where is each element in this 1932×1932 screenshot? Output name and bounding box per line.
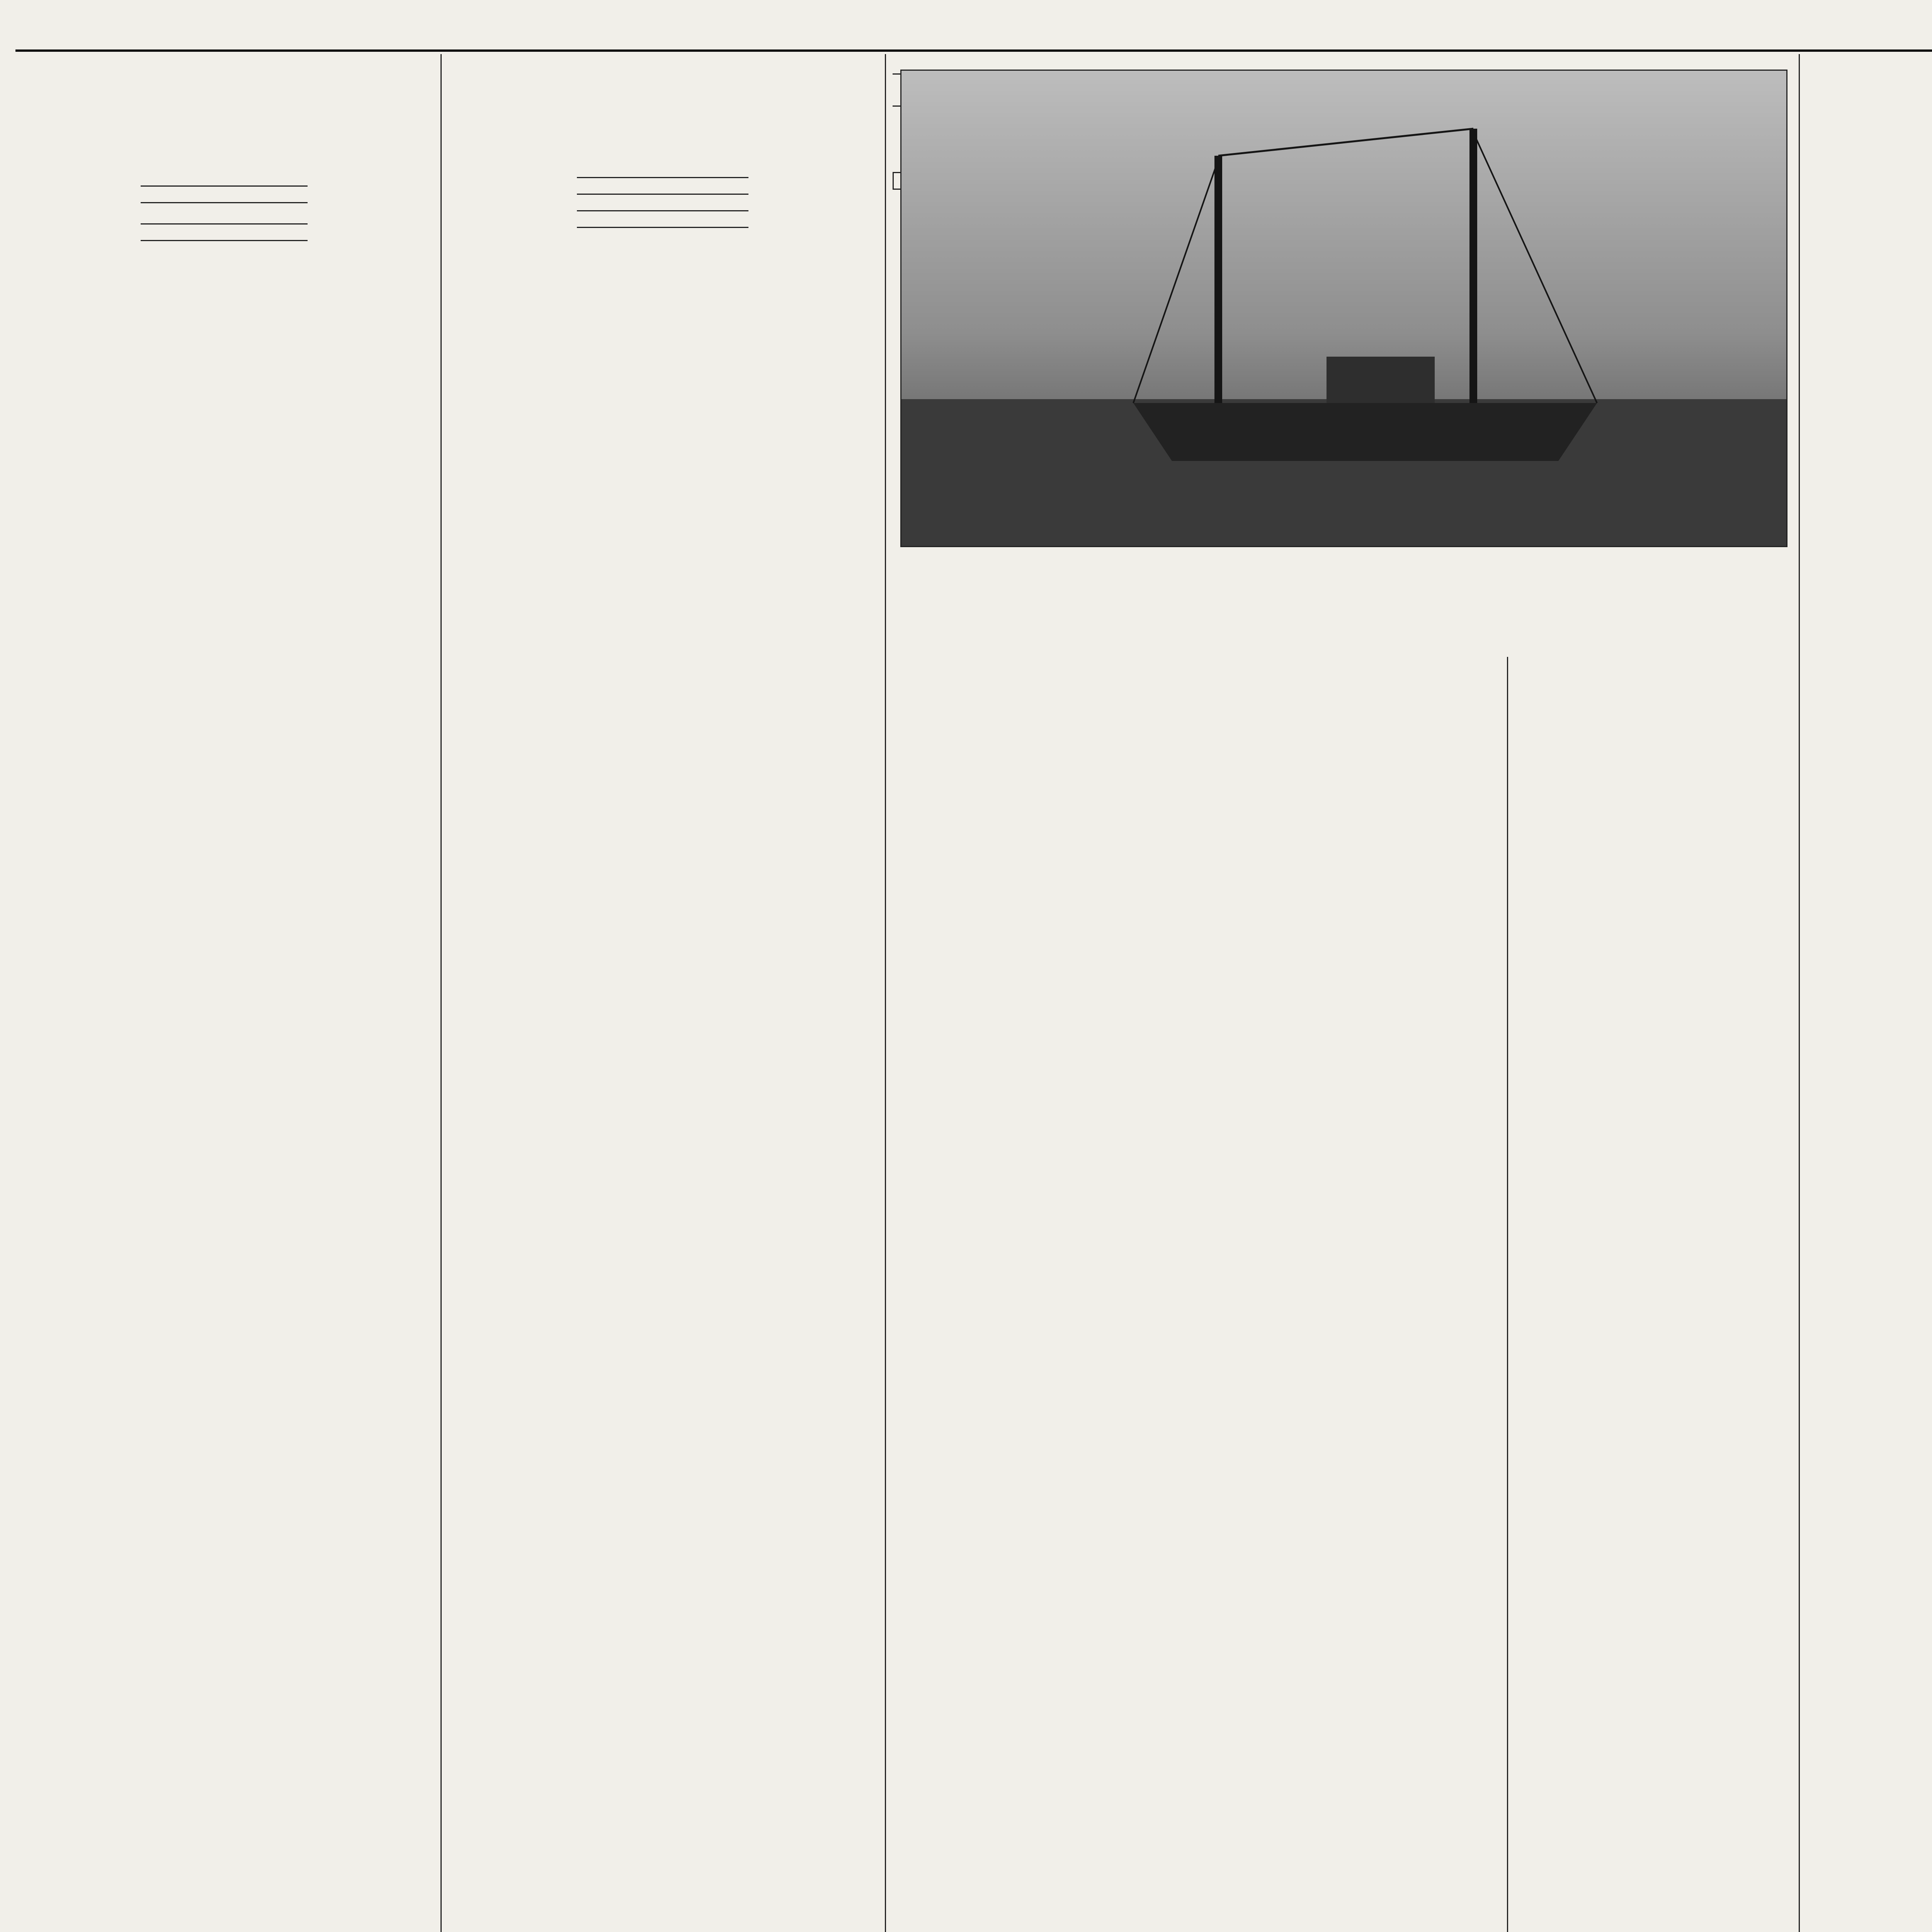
divider — [141, 240, 308, 241]
photo-caption-block — [900, 549, 1785, 649]
customs-revenue-article — [15, 170, 433, 1932]
section-title-block — [15, 58, 881, 170]
column-rule — [1799, 54, 1800, 1932]
ship-photo — [900, 70, 1787, 547]
masthead-rule — [15, 49, 1932, 52]
divider — [141, 223, 308, 224]
column-rule — [885, 54, 886, 1932]
divider — [141, 202, 308, 203]
column-rule — [440, 54, 442, 1932]
divider — [577, 177, 748, 178]
spacer — [1333, 665, 1499, 668]
divider — [577, 210, 748, 211]
masthead — [15, 15, 1932, 43]
divider — [577, 227, 748, 228]
ship-illustration — [901, 71, 1786, 546]
column-rule — [1507, 657, 1508, 1932]
divider — [141, 185, 308, 187]
commerce-column-2 — [448, 170, 877, 1932]
divider — [577, 194, 748, 195]
